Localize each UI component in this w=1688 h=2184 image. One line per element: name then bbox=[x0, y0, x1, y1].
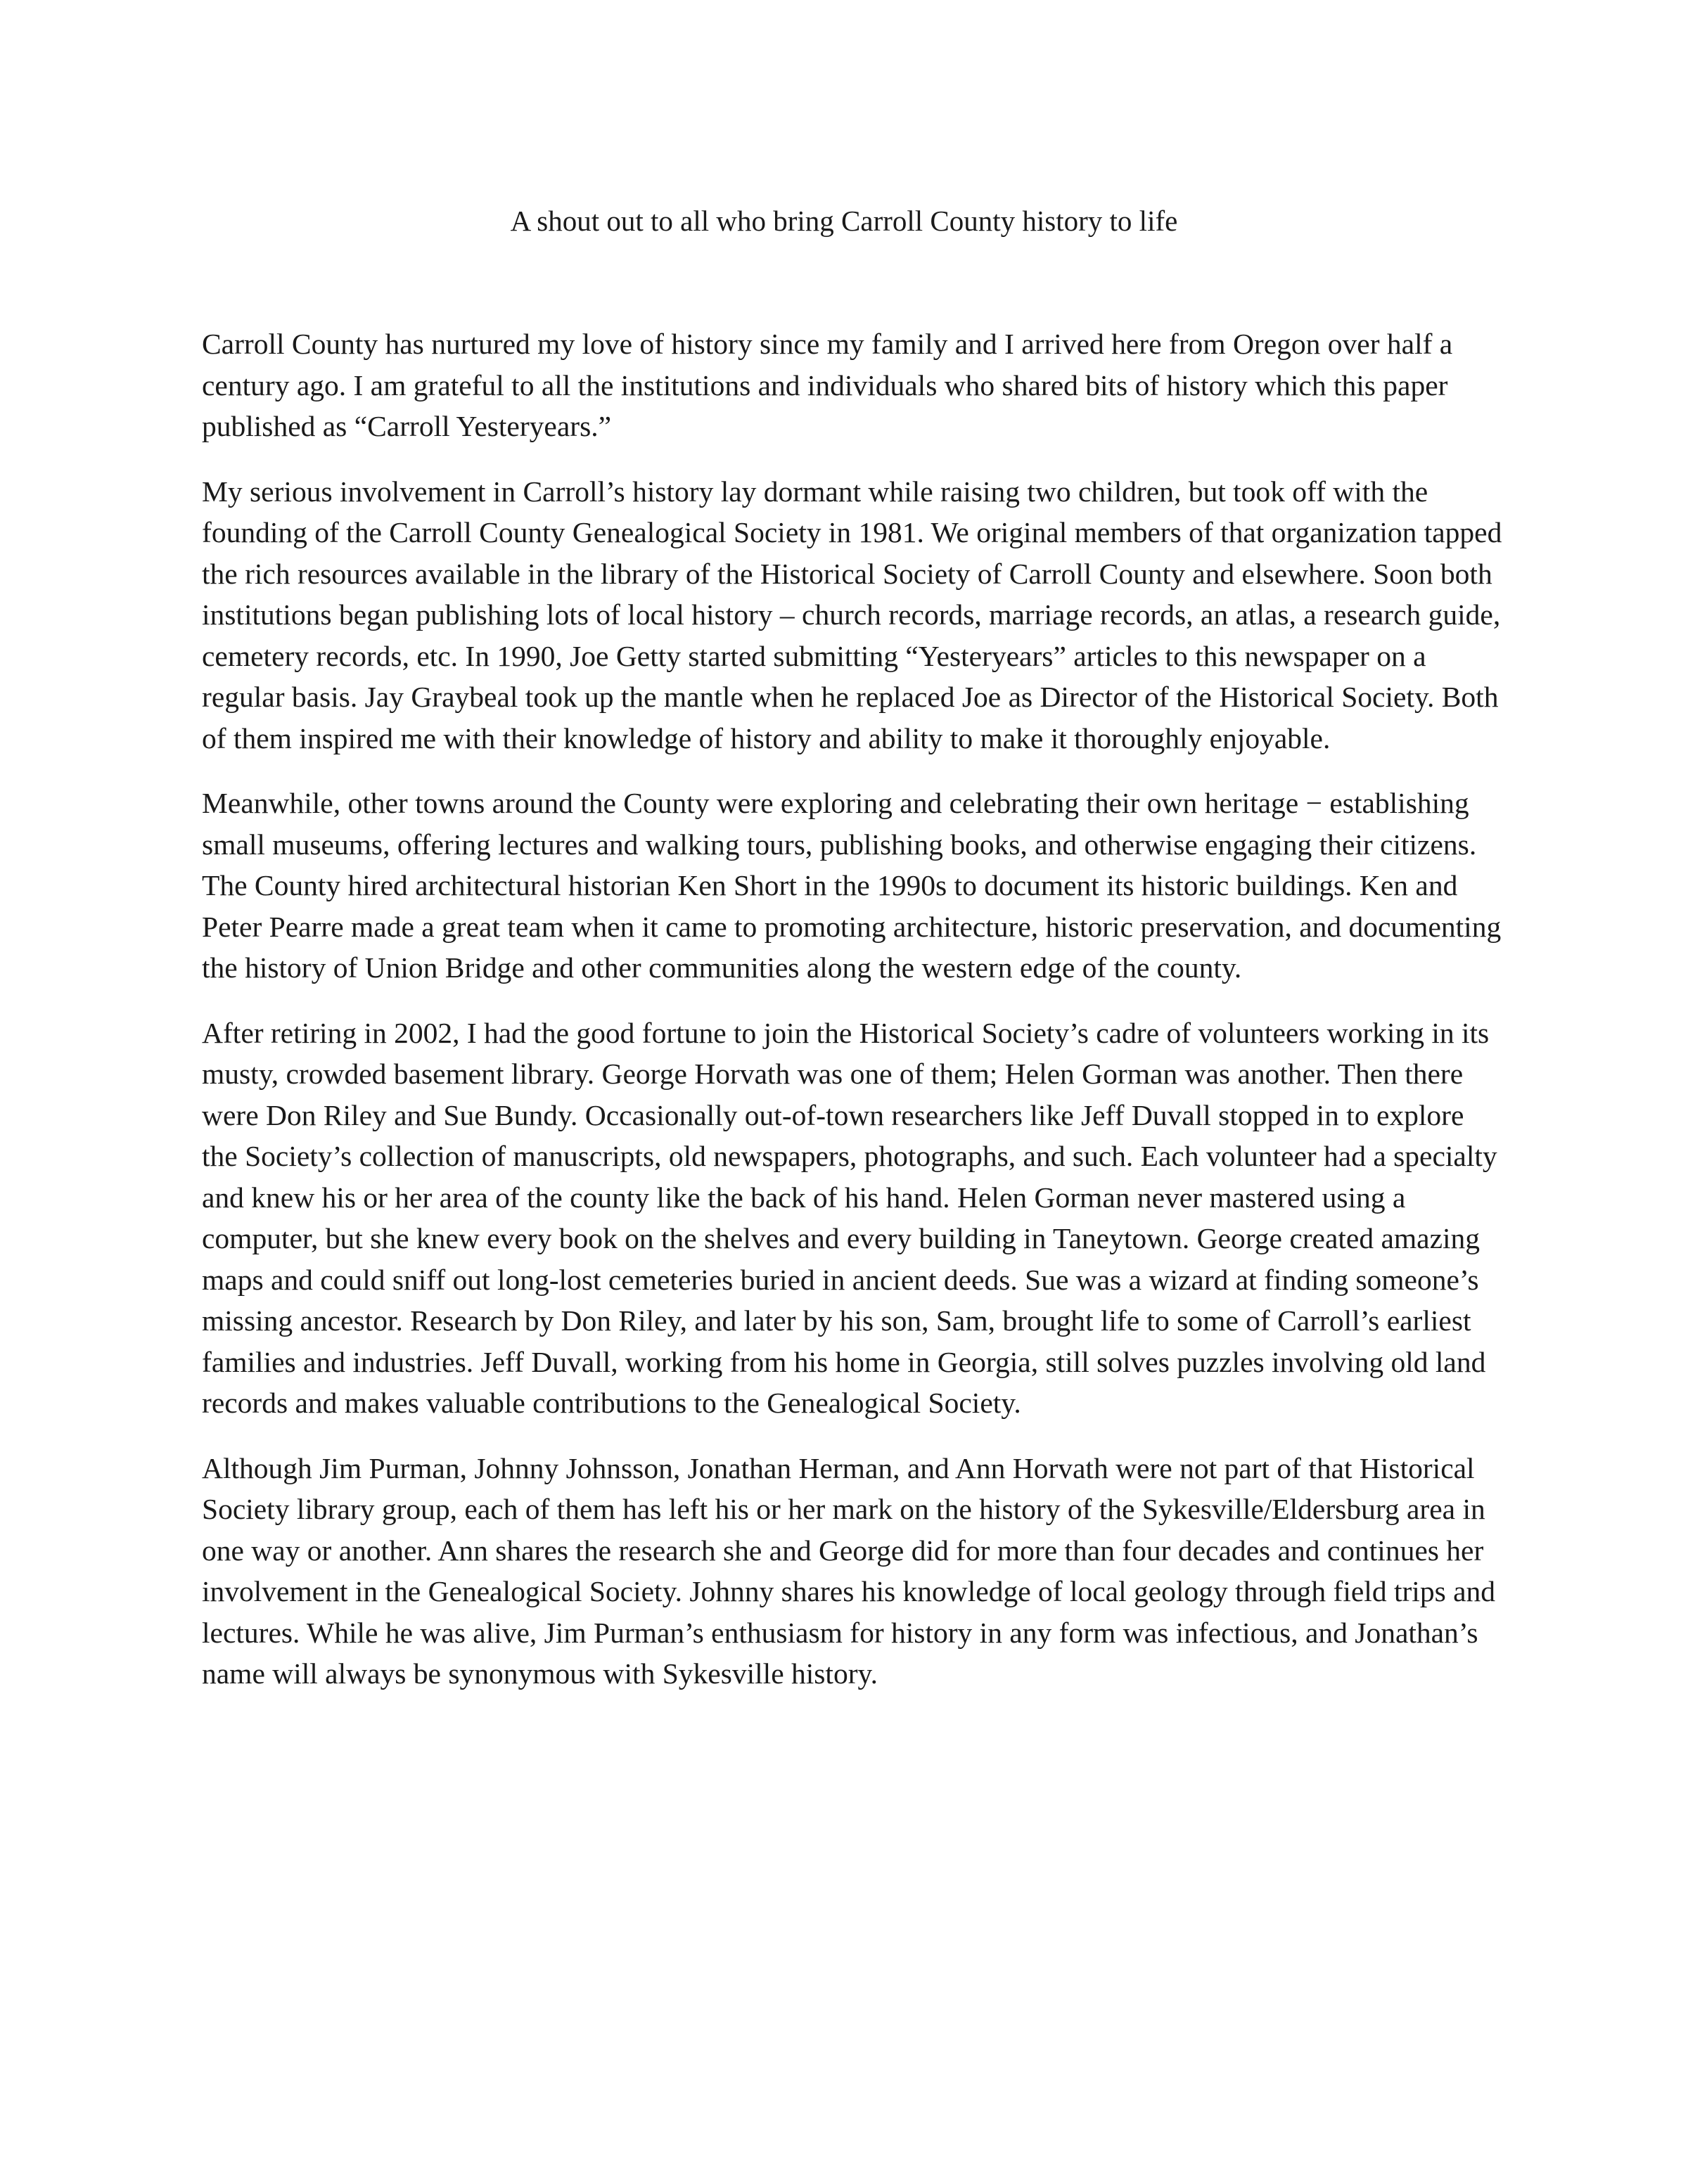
document-body bbox=[202, 323, 1507, 1719]
paragraph-3: Meanwhile, other towns around the County were exploring and celebrating their own heritage − establishing small museums, offering lectures and walking tours, publishing books, and otherwise engaging their citizens. The County hired architectural historian Ken Short in the 1990s to document its historic buildings. Ken and Peter Pearre made a great team when it came to promoting architecture, historic preservation, and documenting the history of Union Bridge and other communities along the western edge of the county. bbox=[202, 787, 1502, 984]
document-title: A shout out to all who bring Carroll County history to life bbox=[510, 205, 1178, 237]
paragraph-1: Carroll County has nurtured my love of history since my family and I arrived here from Oregon over half a century ago. I am grateful to all the institutions and individuals who shared bits of history which this paper published as “Carroll Yesteryears.” bbox=[202, 328, 1453, 442]
paragraph-2: My serious involvement in Carroll’s history lay dormant while raising two children, but took off with the founding of the Carroll County Genealogical Society in 1981. We original members of that organization tapped the rich resources available in the library of the Historical Society of Carroll County and elsewhere. Soon both institutions began publishing lots of local history – church records, marriage records, an atlas, a research guide, cemetery records, etc. In 1990, Joe Getty started submitting “Yesteryears” articles to this newspaper on a regular basis. Jay Graybeal took up the mantle when he replaced Joe as Director of the Historical Society. Both of them inspired me with their knowledge of history and ability to make it thoroughly enjoyable. bbox=[202, 475, 1502, 754]
paragraph-4: After retiring in 2002, I had the good fortune to join the Historical Society’s cadre of volunteers working in its musty, crowded basement library. George Horvath was one of them; Helen Gorman was another. Then there were Don Riley and Sue Bundy. Occasionally out-of-town researchers like Jeff Duvall stopped in to explore the Society’s collection of manuscripts, old newspapers, photographs, and such. Each volunteer had a specialty and knew his or her area of the county like the back of his hand. Helen Gorman never mastered using a computer, but she knew every book on the shelves and every building in Taneytown. George created amazing maps and could sniff out long-lost cemeteries buried in ancient deeds. Sue was a wizard at finding someone’s missing ancestor. Research by Don Riley, and later by his son, Sam, brought life to some of Carroll’s earliest families and industries. Jeff Duvall, working from his home in Georgia, still solves puzzles involving old land records and makes valuable contributions to the Genealogical Society. bbox=[202, 1016, 1497, 1419]
paragraph-5: Although Jim Purman, Johnny Johnsson, Jonathan Herman, and Ann Horvath were not part of that Historical Society library group, each of them has left his or her mark on the history of the Sykesville/Eldersburg area in one way or another. Ann shares the research she and George did for more than four decades and continues her involvement in the Genealogical Society. Johnny shares his knowledge of local geology through field trips and lectures. While he was alive, Jim Purman’s enthusiasm for history in any form was infectious, and Jonathan’s name will always be synonymous with Sykesville history. bbox=[202, 1451, 1496, 1690]
